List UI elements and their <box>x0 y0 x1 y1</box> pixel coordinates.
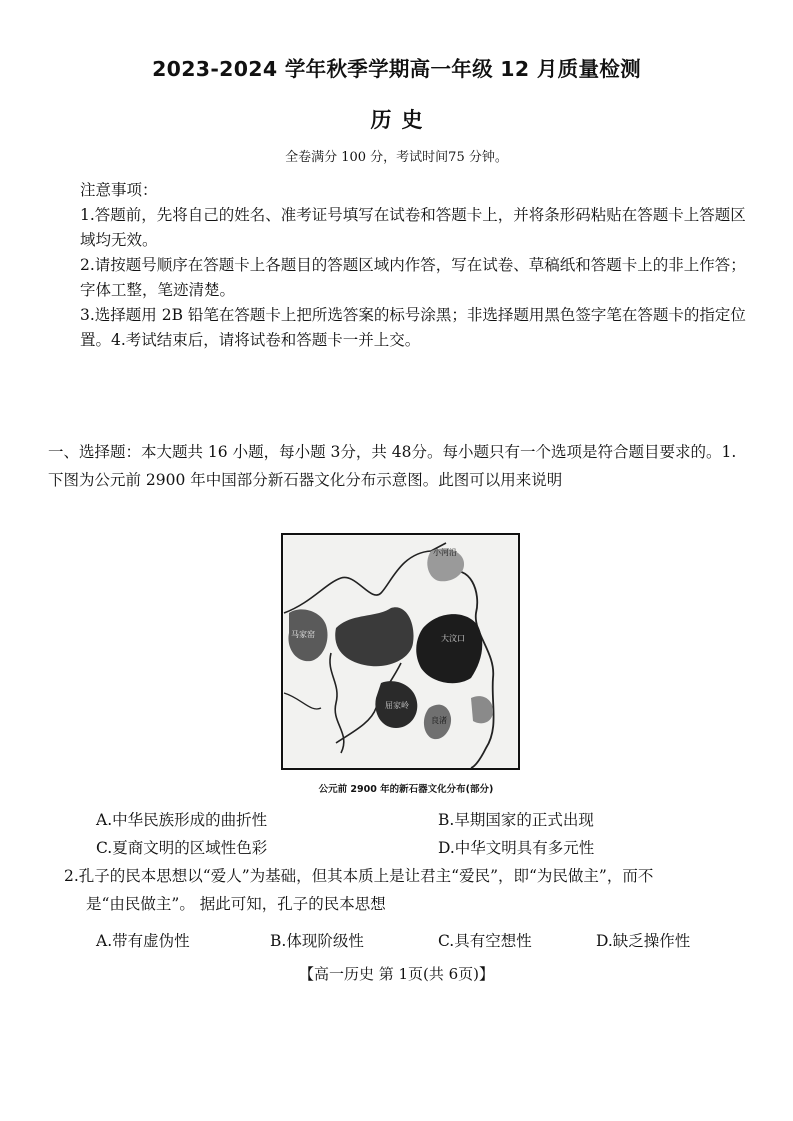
q2-option-a: A.带有虚伪性 <box>96 932 190 950</box>
q2-stem-line: 是“由民做主”。 据此可知，孔子的民本思想 <box>86 895 386 913</box>
instructions-heading: 注意事项： <box>80 181 158 199</box>
instruction-item: 1.答题前，先将自己的姓名、准考证号填写在试卷和答题卡上，并将条形码粘贴在答题卡上答题区域均无效。 <box>80 206 746 249</box>
section-intro-question-1: 一、选择题：本大题共 16 小题，每小题 3分，共 48分。每小题只有一个选项是符合题目要求的。1.下图为公元前 2900 年中国部分新石器文化分布示意图。此图可以用来说明 <box>48 443 737 489</box>
map-figure <box>281 533 520 770</box>
q2-stem-line: 2.孔子的民本思想以“爱人”为基础，但其本质上是让君主“爱民”，即“为民做主”，而不 <box>64 867 654 885</box>
map-label: 小河沿 <box>433 548 457 557</box>
neolithic-culture-map <box>281 533 520 770</box>
q2-option-b: B.体现阶级性 <box>270 932 364 950</box>
map-label: 良渚 <box>431 716 447 725</box>
q1-option-c: C.夏商文明的区域性色彩 <box>96 839 268 857</box>
q2-option-c: C.具有空想性 <box>438 932 532 950</box>
q1-option-d: D.中华文明具有多元性 <box>438 839 595 857</box>
map-label: 马家窑 <box>291 630 315 639</box>
map-label: 屈家岭 <box>385 701 409 710</box>
page-footer: 【高一历史 第 1页(共 6页)】 <box>298 965 495 983</box>
map-caption: 公元前 2900 年的新石器文化分布(部分) <box>318 784 494 795</box>
score-time-note: 全卷满分 100 分，考试时间75 分钟。 <box>285 150 508 165</box>
q1-option-a: A.中华民族形成的曲折性 <box>96 811 268 829</box>
q2-option-d: D.缺乏操作性 <box>596 932 691 950</box>
instructions <box>80 178 750 353</box>
instruction-item: 2.请按题号顺序在答题卡上各题目的答题区域内作答，写在试卷、草稿纸和答题卡上的非上作答；字体工整，笔迹清楚。 <box>80 256 746 299</box>
map-label: 大汶口 <box>441 634 465 643</box>
instruction-item: 3.选择题用 2B 铅笔在答题卡上把所选答案的标号涂黑；非选择题用黑色签字笔在答题卡的指定位置。4.考试结束后，请将试卷和答题卡一并上交。 <box>80 306 746 349</box>
exam-title: 2023-2024 学年秋季学期高一年级 12 月质量检测 <box>152 57 641 81</box>
subject-title: 历史 <box>370 108 433 132</box>
question-2-stem <box>64 862 754 918</box>
q1-option-b: B.早期国家的正式出现 <box>438 811 594 829</box>
